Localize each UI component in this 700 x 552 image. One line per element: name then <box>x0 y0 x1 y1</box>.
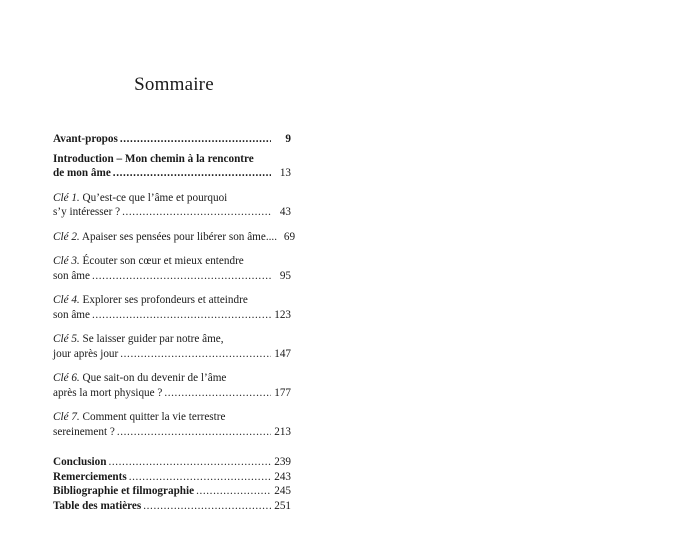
toc-entry-label: Se laisser guider par notre âme, <box>82 333 224 345</box>
toc-entry-key-label: Clé 1. <box>53 191 80 204</box>
leader-dots <box>196 484 271 499</box>
toc-entry-key-label: Clé 6. <box>53 372 80 384</box>
toc-page-number: 43 <box>279 206 291 218</box>
toc-entry-label: Introduction – Mon chemin à la rencontre <box>53 152 254 165</box>
leader-dots <box>120 132 271 147</box>
toc-entry-key-label: Clé 3. <box>53 255 80 267</box>
toc-page-number: 13 <box>279 167 291 179</box>
toc-entry-label-continued: s’y intéresser ? <box>53 206 121 218</box>
toc-entry-avant-propos <box>53 132 291 147</box>
toc-entry-label: Avant-propos <box>53 133 118 145</box>
leader-dots <box>113 166 271 181</box>
toc-entry-label: Que sait-on du devenir de l’âme <box>82 372 227 384</box>
toc-entry-label: Table des matières <box>53 499 142 512</box>
toc-entry-cle-6 <box>53 371 291 400</box>
leader-dots <box>108 455 271 470</box>
toc-entry-cle-1 <box>53 191 291 220</box>
toc-entry-label-continued: de mon âme <box>53 167 111 179</box>
toc-page-number: 243 <box>274 470 291 483</box>
toc-entry-key-label: Clé 2. <box>53 230 80 243</box>
toc-entry-introduction <box>53 152 291 181</box>
toc-page-number: 177 <box>274 386 291 399</box>
leader-dots <box>143 499 271 514</box>
toc-page-number: 213 <box>274 425 291 438</box>
page-title: Sommaire <box>134 74 214 95</box>
toc-entry-label: Comment quitter la vie terrestre <box>82 411 226 423</box>
leader-dots <box>120 347 271 362</box>
toc-page-number: 239 <box>274 456 291 468</box>
toc-page-number: 123 <box>274 308 291 321</box>
toc-entry-label-continued: jour après jour <box>53 347 119 360</box>
toc-entry-label: Qu’est-ce que l’âme et pourquoi <box>82 191 228 204</box>
toc-page-number: 251 <box>274 499 291 512</box>
toc-entry-conclusion <box>53 455 291 470</box>
toc-entry-cle-2 <box>53 230 296 245</box>
toc-page-number: 69 <box>283 230 296 243</box>
toc-page-number: 245 <box>274 485 291 497</box>
toc-entry-label: Écouter son cœur et mieux entendre <box>82 255 244 267</box>
toc-page-number: 95 <box>279 269 291 282</box>
toc-entry-label-continued: après la mort physique ? <box>53 386 163 399</box>
toc-entry-label: Explorer ses profondeurs et atteindre <box>82 294 248 306</box>
leader-dots <box>117 425 271 440</box>
toc-entry-label-continued: son âme <box>53 269 90 282</box>
leader-dots <box>129 470 271 485</box>
table-of-contents <box>53 132 296 513</box>
toc-entry-bibliographie <box>53 484 291 499</box>
toc-entry-cle-3 <box>53 254 291 283</box>
toc-page-number: 147 <box>274 347 291 360</box>
toc-entry-label: Remerciements <box>53 470 127 483</box>
toc-entry-table-des-matieres <box>53 499 291 514</box>
toc-entry-label: Conclusion <box>53 456 107 468</box>
toc-entry-key-label: Clé 7. <box>53 411 80 423</box>
toc-entry-cle-7 <box>53 410 291 439</box>
toc-entry-cle-4 <box>53 293 291 322</box>
leader-dots <box>122 205 271 220</box>
leader-dots <box>92 269 271 284</box>
toc-entry-remerciements <box>53 470 291 485</box>
toc-entry-label: Apaiser ses pensées pour libérer son âme.... <box>81 230 278 243</box>
toc-entry-label-continued: son âme <box>53 308 90 321</box>
toc-page-number: 9 <box>285 133 291 145</box>
toc-entry-label: Bibliographie et filmographie <box>53 485 195 497</box>
toc-entry-label-continued: sereinement ? <box>53 425 115 438</box>
toc-entry-cle-5 <box>53 332 291 361</box>
toc-entry-key-label: Clé 5. <box>53 333 80 345</box>
leader-dots <box>92 308 271 323</box>
toc-entry-key-label: Clé 4. <box>53 294 80 306</box>
leader-dots <box>164 386 271 401</box>
